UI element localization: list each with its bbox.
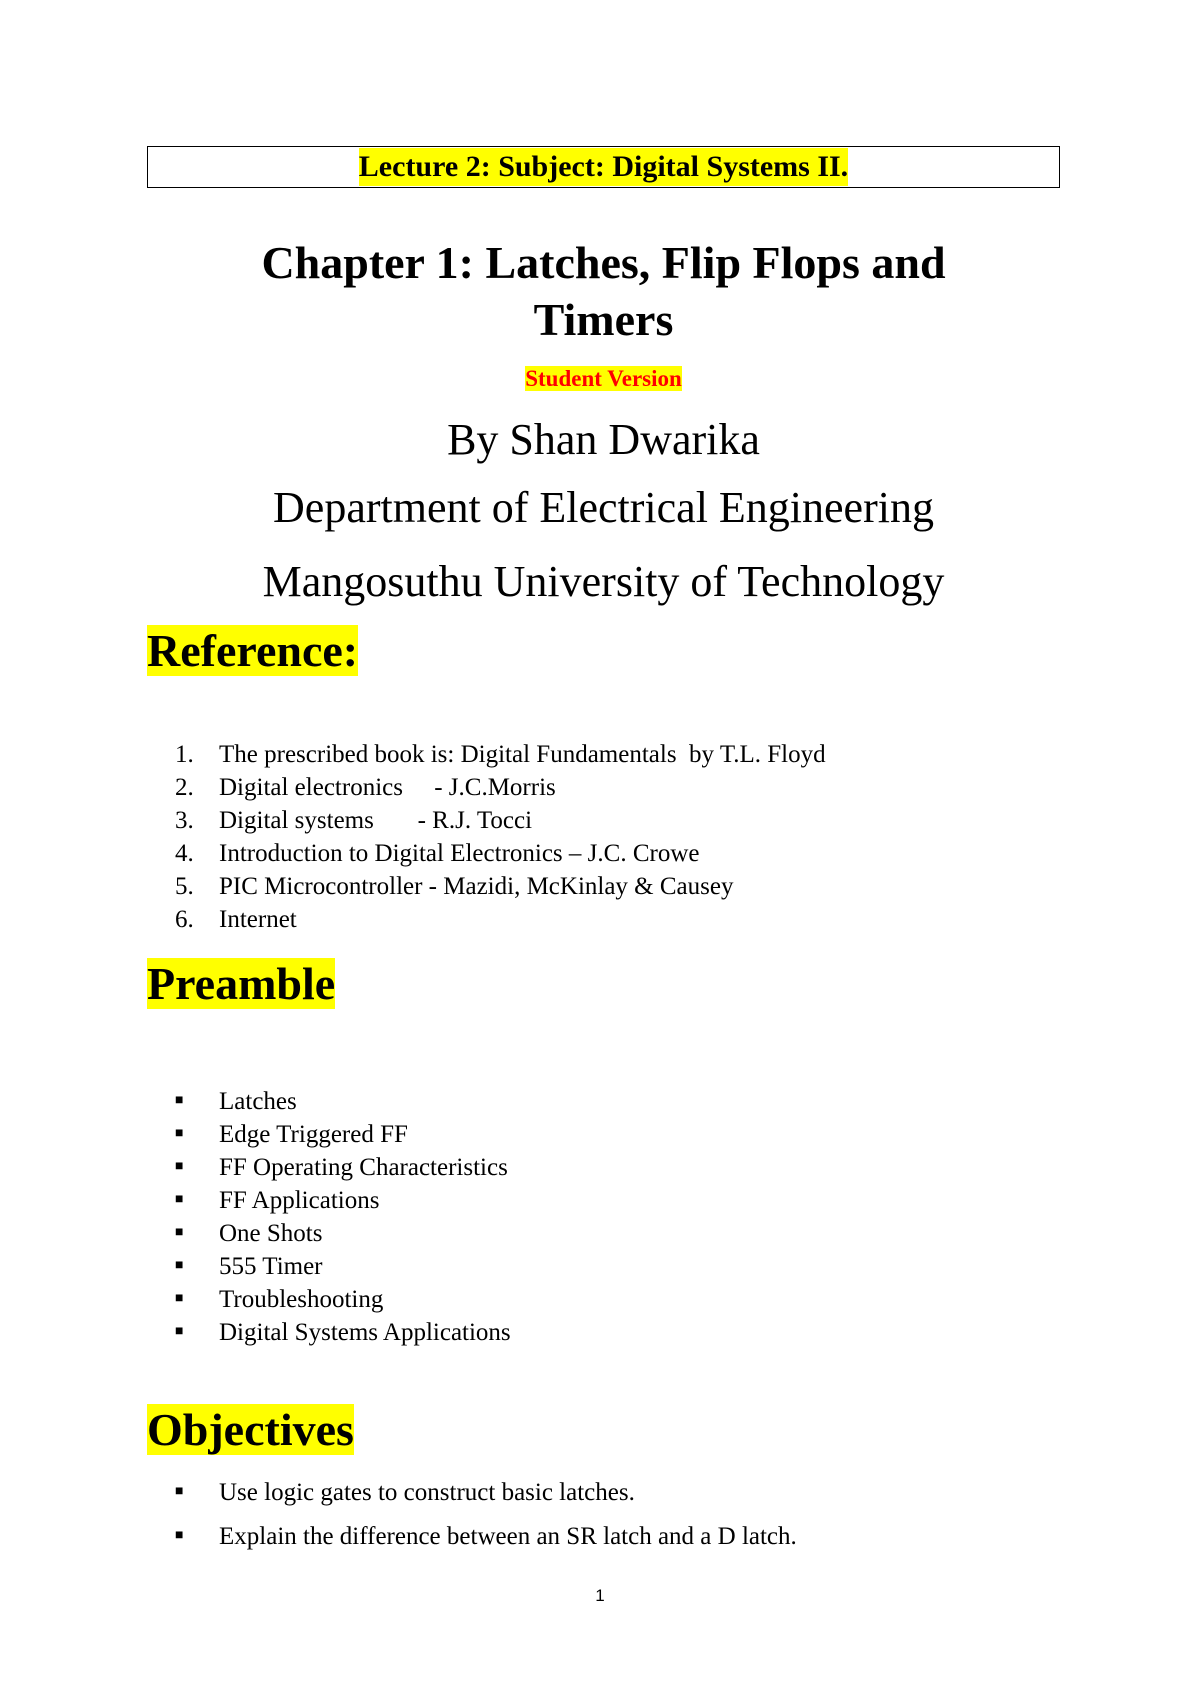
square-bullet-icon: ■	[175, 1258, 184, 1273]
list-item-text: Explain the difference between an SR latch and a D latch.	[219, 1523, 797, 1550]
preamble-heading	[147, 956, 335, 1012]
lecture-title: Lecture 2: Subject: Digital Systems II.	[359, 148, 848, 186]
chapter-title	[147, 234, 1060, 348]
list-item-text: Troubleshooting	[219, 1286, 384, 1313]
square-bullet-icon: ■	[175, 1159, 184, 1174]
list-item-text: Introduction to Digital Electronics – J.C. Crowe	[219, 840, 700, 867]
list-item	[175, 1283, 511, 1316]
list-number: 3.	[175, 807, 194, 834]
list-item-text: 555 Timer	[219, 1253, 323, 1280]
reference-heading-text: Reference:	[147, 625, 359, 676]
list-item	[175, 837, 826, 870]
list-item	[175, 1316, 511, 1349]
list-number: 5.	[175, 873, 194, 900]
square-bullet-icon: ■	[175, 1093, 184, 1108]
square-bullet-icon: ■	[175, 1291, 184, 1306]
square-bullet-icon: ■	[175, 1225, 184, 1240]
square-bullet-icon: ■	[175, 1484, 184, 1499]
list-item-text: The prescribed book is: Digital Fundamentals by T.L. Floyd	[219, 741, 826, 768]
list-item	[175, 903, 826, 936]
list-item-text: Internet	[219, 906, 297, 933]
list-number: 6.	[175, 906, 194, 933]
version-badge-row	[147, 364, 1060, 394]
list-number: 1.	[175, 741, 194, 768]
square-bullet-icon: ■	[175, 1324, 184, 1339]
list-item-text: One Shots	[219, 1220, 323, 1247]
list-number: 2.	[175, 774, 194, 801]
list-item	[175, 1476, 797, 1520]
list-item-text: PIC Microcontroller - Mazidi, McKinlay & Causey	[219, 873, 734, 900]
list-item	[175, 1151, 511, 1184]
objectives-heading	[147, 1402, 354, 1458]
list-item-text: Digital Systems Applications	[219, 1319, 511, 1346]
list-item-text: Digital systems - R.J. Tocci	[219, 807, 533, 834]
square-bullet-icon: ■	[175, 1126, 184, 1141]
chapter-title-line-1: Chapter 1: Latches, Flip Flops and	[261, 237, 946, 288]
university-name: Mangosuthu University of Technology	[262, 557, 945, 606]
list-item-text: Use logic gates to construct basic latches.	[219, 1479, 635, 1506]
list-item	[175, 1184, 511, 1217]
list-item-text: Latches	[219, 1088, 297, 1115]
objectives-list	[175, 1476, 797, 1564]
objectives-heading-text: Objectives	[147, 1404, 354, 1455]
list-item	[175, 1520, 797, 1564]
list-item-text: FF Applications	[219, 1187, 380, 1214]
list-item	[175, 738, 826, 771]
list-item	[175, 1118, 511, 1151]
list-item	[175, 1250, 511, 1283]
department-name: Department of Electrical Engineering	[273, 483, 934, 532]
list-item-text: Edge Triggered FF	[219, 1121, 408, 1148]
list-item	[175, 771, 826, 804]
version-badge: Student Version	[525, 366, 682, 391]
preamble-list	[175, 1085, 511, 1349]
page-number: 1	[595, 1586, 605, 1605]
list-item	[175, 804, 826, 837]
reference-list	[175, 738, 826, 936]
chapter-title-line-2: Timers	[533, 294, 674, 345]
list-number: 4.	[175, 840, 194, 867]
list-item-text: FF Operating Characteristics	[219, 1154, 508, 1181]
square-bullet-icon: ■	[175, 1528, 184, 1543]
author-name: By Shan Dwarika	[447, 415, 760, 464]
square-bullet-icon: ■	[175, 1192, 184, 1207]
list-item	[175, 1085, 511, 1118]
lecture-header-box	[147, 146, 1060, 188]
list-item	[175, 1217, 511, 1250]
list-item	[175, 870, 826, 903]
list-item-text: Digital electronics - J.C.Morris	[219, 774, 556, 801]
reference-heading	[147, 623, 358, 679]
preamble-heading-text: Preamble	[147, 958, 336, 1009]
